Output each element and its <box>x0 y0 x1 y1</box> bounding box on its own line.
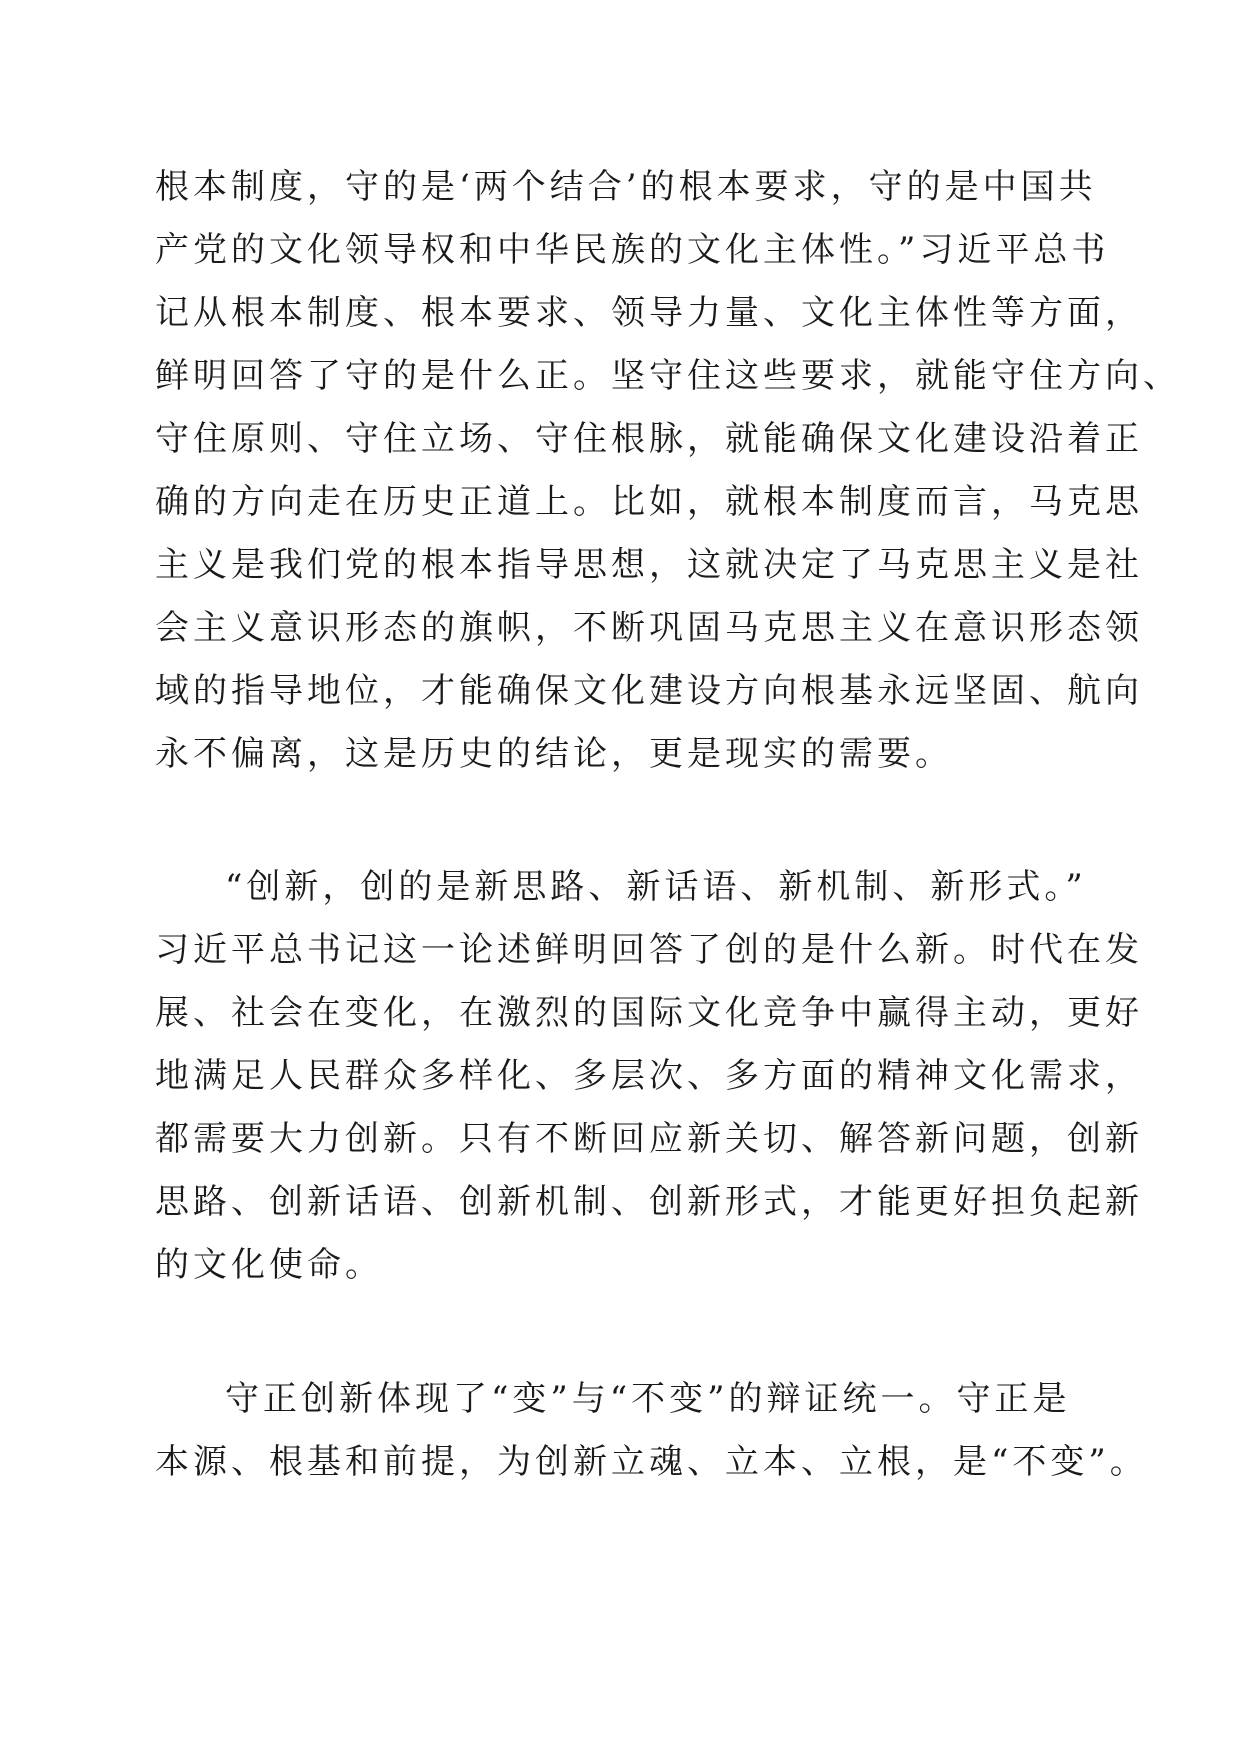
paragraph-2-line-5: 都需要大力创新。只有不断回应新关切、解答新问题，创新 <box>155 1119 1143 1159</box>
paragraph-1-line-2: 产党的文化领导权和中华民族的文化主体性。”习近平总书 <box>155 230 1110 270</box>
paragraph-1-line-1: 根本制度，守的是‘两个结合’的根本要求，守的是中国共 <box>155 167 1097 207</box>
paragraph-2-line-4: 地满足人民群众多样化、多层次、多方面的精神文化需求， <box>155 1056 1143 1096</box>
paragraph-1-line-5: 守住原则、守住立场、守住根脉，就能确保文化建设沿着正 <box>155 419 1143 459</box>
paragraph-3-line-2: 本源、根基和前提，为创新立魂、立本、立根，是“不变”。 <box>155 1442 1148 1482</box>
paragraph-1-line-4: 鲜明回答了守的是什么正。坚守住这些要求，就能守住方向、 <box>155 356 1181 396</box>
paragraph-1-line-8: 会主义意识形态的旗帜，不断巩固马克思主义在意识形态领 <box>155 608 1143 648</box>
paragraph-1-line-10: 永不偏离，这是历史的结论，更是现实的需要。 <box>155 734 953 774</box>
paragraph-2-line-2: 习近平总书记这一论述鲜明回答了创的是什么新。时代在发 <box>155 930 1143 970</box>
paragraph-2-line-1: “创新，创的是新思路、新话语、新机制、新形式。” <box>225 867 1087 907</box>
paragraph-3-line-1: 守正创新体现了“变”与“不变”的辩证统一。守正是 <box>225 1379 1071 1419</box>
paragraph-1-line-7: 主义是我们党的根本指导思想，这就决定了马克思主义是社 <box>155 545 1143 585</box>
paragraph-2-line-7: 的文化使命。 <box>155 1245 383 1285</box>
paragraph-2-line-3: 展、社会在变化，在激烈的国际文化竞争中赢得主动，更好 <box>155 993 1143 1033</box>
paragraph-2-line-6: 思路、创新话语、创新机制、创新形式，才能更好担负起新 <box>155 1182 1143 1222</box>
paragraph-1-line-3: 记从根本制度、根本要求、领导力量、文化主体性等方面， <box>155 293 1143 333</box>
paragraph-1-line-9: 域的指导地位，才能确保文化建设方向根基永远坚固、航向 <box>155 671 1143 711</box>
paragraph-1-line-6: 确的方向走在历史正道上。比如，就根本制度而言，马克思 <box>155 482 1143 522</box>
